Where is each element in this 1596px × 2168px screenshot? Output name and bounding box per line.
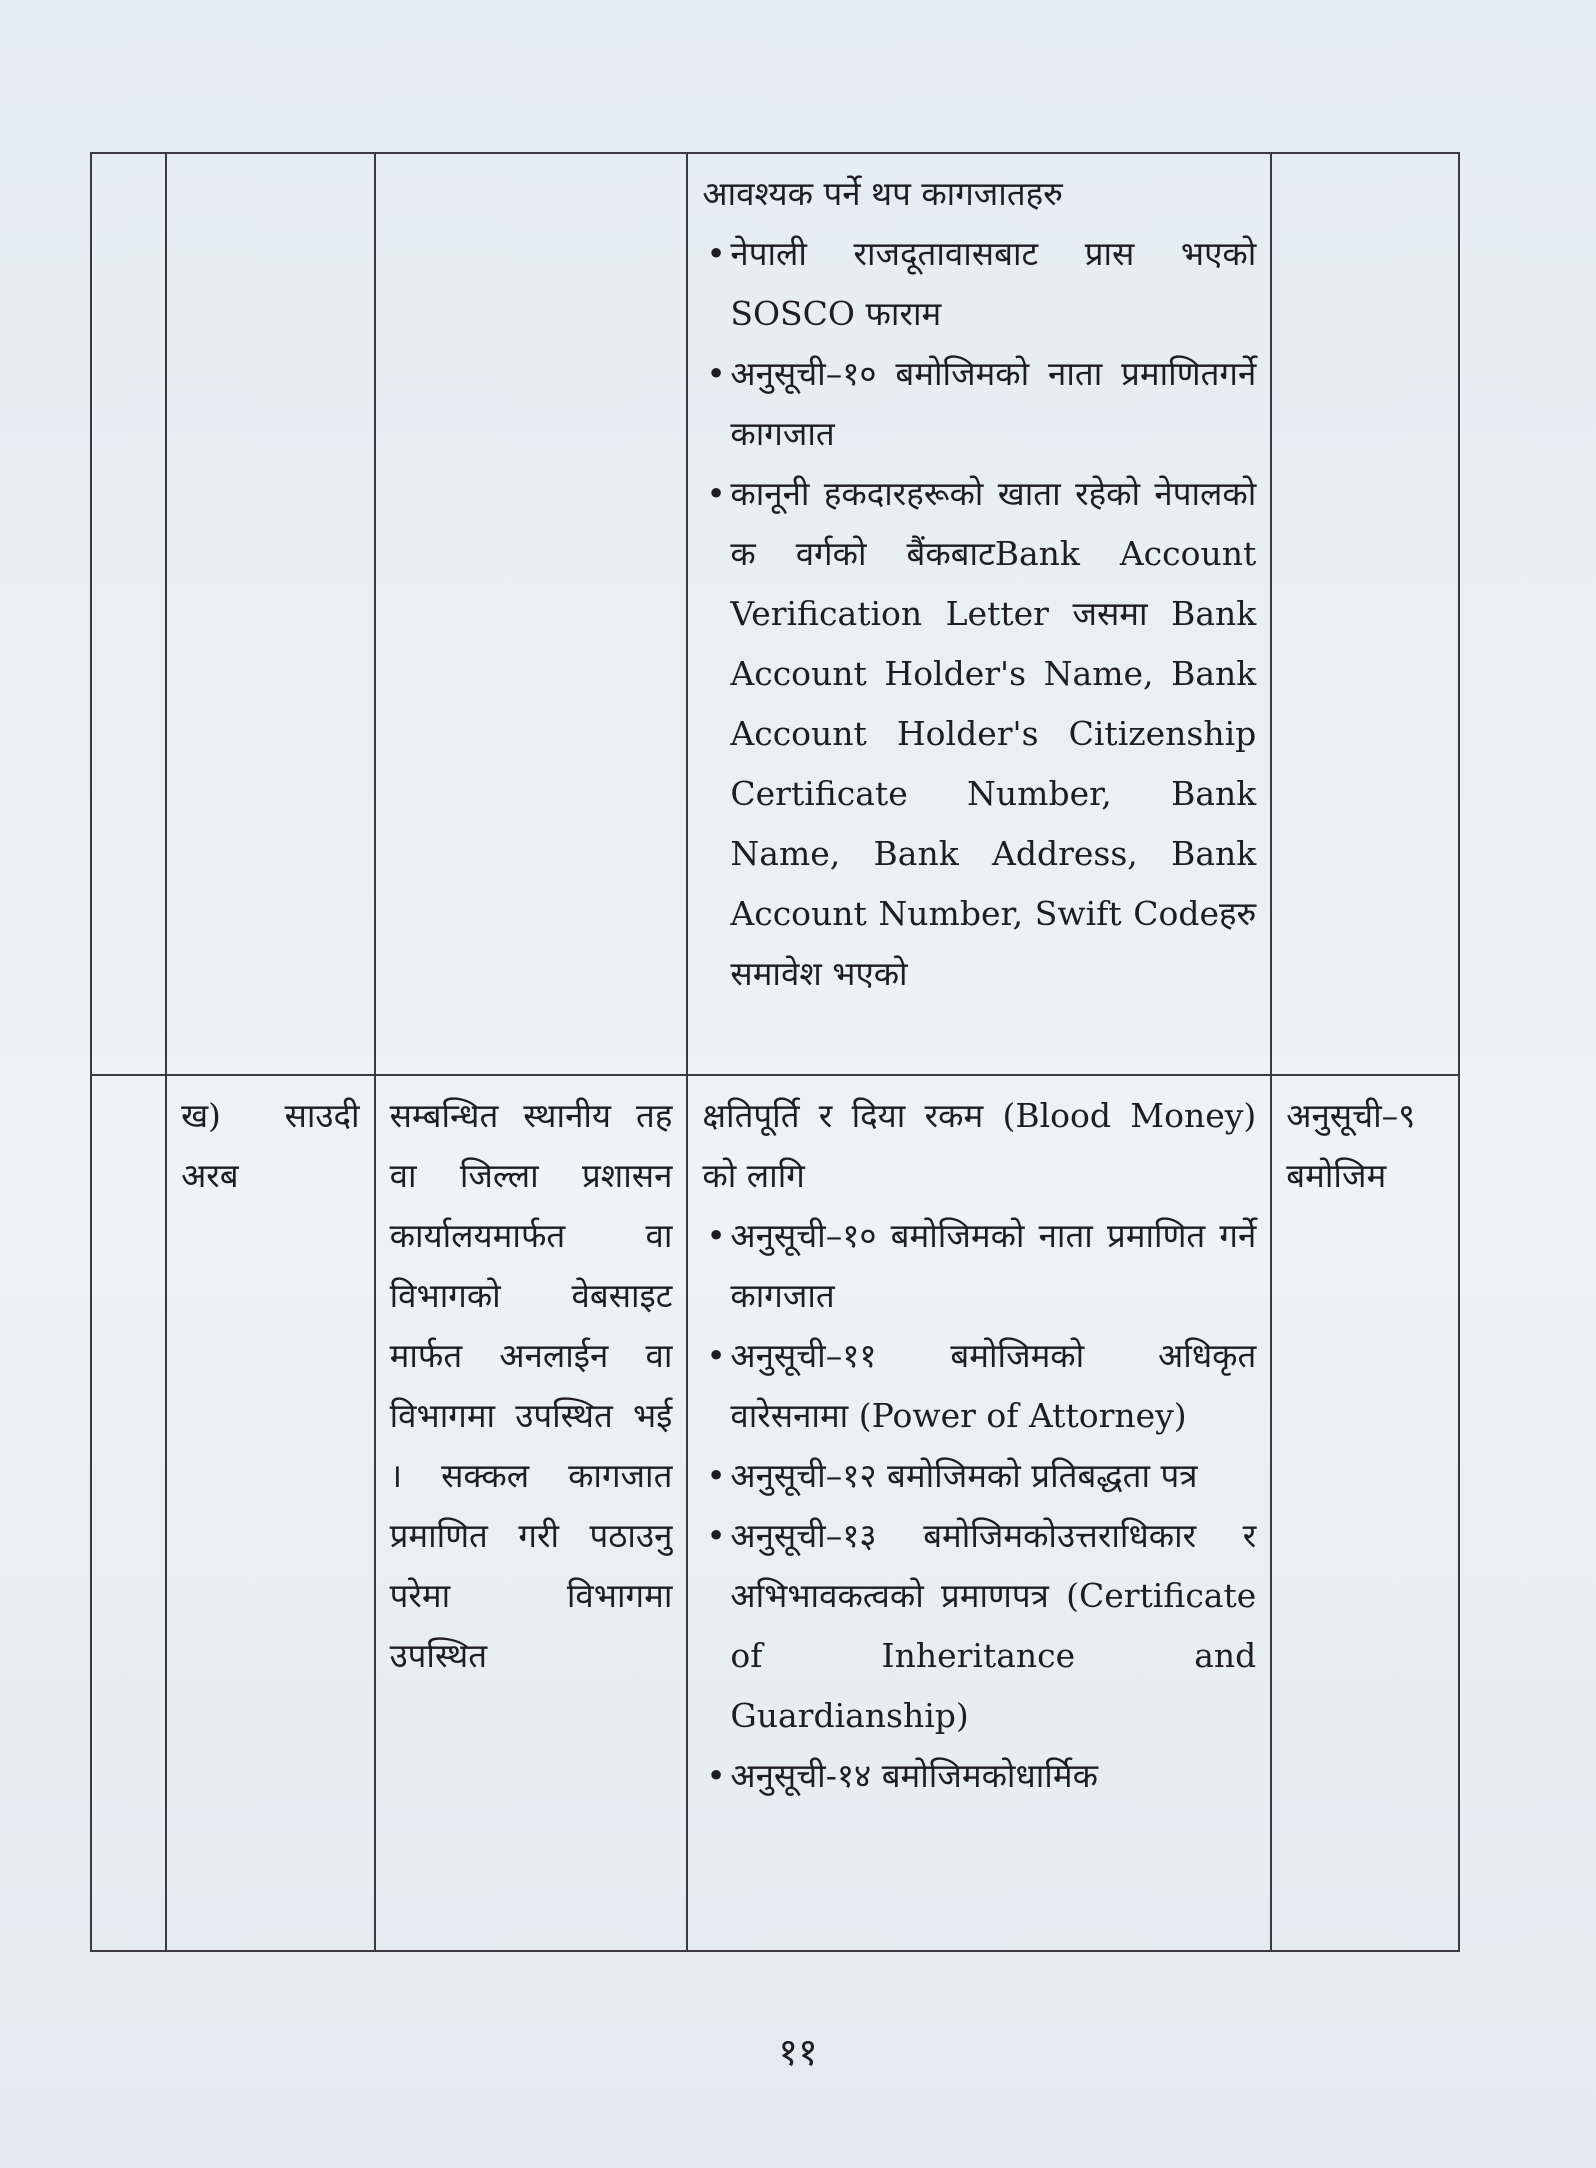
table-row bbox=[91, 153, 1459, 1075]
country-cell: ख) साउदी अरब bbox=[166, 1075, 375, 1951]
list-item: • कानूनी हकदारहरूको खाता रहेको नेपालको क वर्गको बैंकबाटBank Account Verification Letter जसमा Bank Account Holder's Name, Bank Account Holder's Citizenship Certificate Number, Bank Name, Bank Address, Bank Account Number, Swift Codeहरु समावेश भएको bbox=[702, 464, 1256, 1004]
table-cell bbox=[166, 153, 375, 1075]
list-item: • अनुसूची-१४ बमोजिमकोधार्मिक bbox=[702, 1746, 1256, 1806]
list-item: • अनुसूची–११ बमोजिमको अधिकृत वारेसनामा (Power of Attorney) bbox=[702, 1326, 1256, 1446]
list-item: • अनुसूची–१३ बमोजिमकोउत्तराधिकार र अभिभावकत्वको प्रमाणपत्र (Certificate of Inheritance and Guardianship) bbox=[702, 1506, 1256, 1746]
list-item: • अनुसूची–१० बमोजिमको नाता प्रमाणितगर्ने कागजात bbox=[702, 344, 1256, 464]
remark-cell: अनुसूची–९ बमोजिम bbox=[1271, 1075, 1459, 1951]
table-cell bbox=[91, 1075, 166, 1951]
table-row bbox=[91, 1075, 1459, 1951]
process-cell: सम्बन्धित स्थानीय तह वा जिल्ला प्रशासन कार्यालयमार्फत वा विभागको वेबसाइट मार्फत अनलाईन वा विभागमा उपस्थित भई । सक्कल कागजात प्रमाणित गरी पठाउनु परेमा विभागमा उपस्थित bbox=[375, 1075, 688, 1951]
requirements-table bbox=[90, 152, 1460, 1952]
table-cell bbox=[1271, 153, 1459, 1075]
documents-list bbox=[702, 1206, 1256, 1806]
documents-cell bbox=[687, 1075, 1271, 1951]
documents-heading: क्षतिपूर्ति र दिया रकम (Blood Money) को लागि bbox=[702, 1096, 1257, 1195]
table-cell bbox=[375, 153, 688, 1075]
documents-list bbox=[702, 224, 1256, 1004]
table-cell bbox=[91, 153, 166, 1075]
list-item: • अनुसूची–१० बमोजिमको नाता प्रमाणित गर्ने कागजात bbox=[702, 1206, 1256, 1326]
list-item: • अनुसूची–१२ बमोजिमको प्रतिबद्धता पत्र bbox=[702, 1446, 1256, 1506]
list-item: • नेपाली राजदूतावासबाट प्रास भएको SOSCO फाराम bbox=[702, 224, 1256, 344]
page-number: ११ bbox=[778, 2030, 818, 2074]
documents-cell bbox=[687, 153, 1271, 1075]
documents-heading: आवश्यक पर्ने थप कागजातहरु bbox=[702, 174, 1063, 213]
